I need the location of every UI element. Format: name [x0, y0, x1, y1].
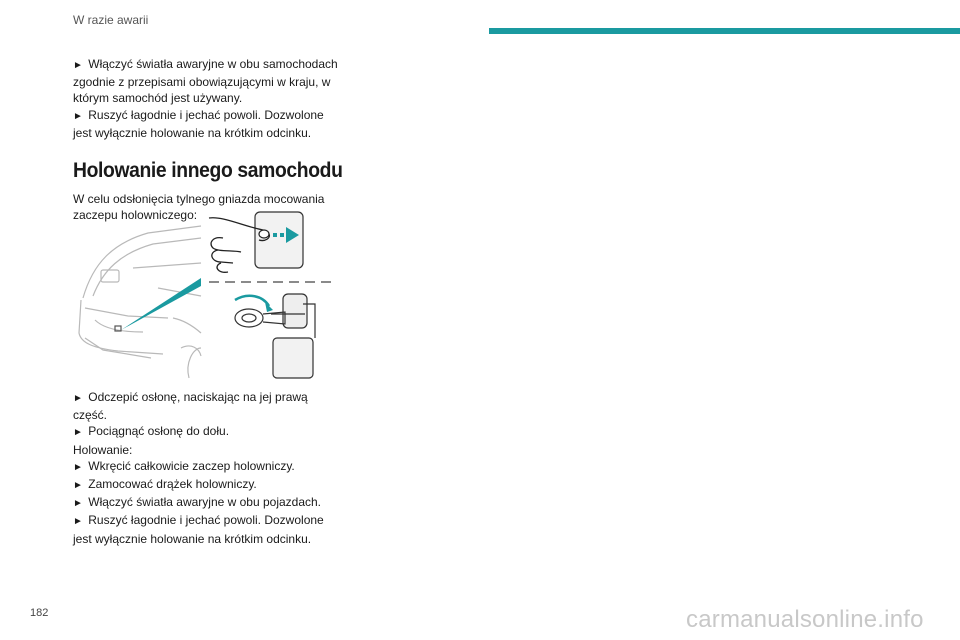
triangle-right-icon: ►: [73, 60, 83, 71]
triangle-right-icon: ►: [73, 427, 83, 439]
list-item: ► Włączyć światła awaryjne w obu pojazdach.: [73, 495, 322, 510]
triangle-right-icon: ►: [73, 480, 83, 492]
list-item: ► Ruszyć łagodnie i jechać powoli. Dozwolone jest wyłącznie holowanie na krótkim odcinku.: [73, 513, 324, 546]
section-title: W razie awarii: [73, 13, 149, 27]
triangle-right-icon: ►: [73, 110, 83, 122]
watermark: carmanualsonline.info: [686, 606, 924, 633]
intro-block: [73, 56, 341, 223]
list-item: ► Zamocować drążek holowniczy.: [73, 477, 257, 492]
intro-step: ► Włączyć światła awaryjne w obu samochodach zgodnie z przepisami obowiązującymi w kraju, w którym samochód jest używany.: [73, 57, 338, 106]
intro-step: ► Ruszyć łagodnie i jechać powoli. Dozwolone jest wyłącznie holowanie na krótkim odcinku.: [73, 107, 324, 140]
list-item: ► Pociągnąć osłonę do dołu.: [73, 424, 230, 439]
tow-cover-illustration: [73, 208, 335, 390]
triangle-right-icon: ►: [73, 393, 83, 404]
steps-block: [73, 389, 341, 547]
list-item: ► Odczepić osłonę, naciskając na jej prawą część.: [73, 390, 308, 423]
triangle-right-icon: ►: [73, 461, 83, 473]
section-lead: W celu odsłonięcia tylnego gniazda mocowania zaczepu holowniczego:: [73, 192, 325, 223]
tow-hook-icon: [235, 294, 315, 378]
triangle-right-icon: ►: [73, 516, 83, 528]
towing-label: Holowanie:: [73, 442, 133, 457]
car-rear-icon: [79, 226, 201, 378]
page-number: 182: [30, 607, 49, 619]
section-heading: Holowanie innego samochodu: [73, 159, 343, 183]
triangle-right-icon: ►: [73, 498, 83, 510]
accent-bar: [489, 28, 960, 34]
list-item: ► Wkręcić całkowicie zaczep holowniczy.: [73, 458, 295, 473]
